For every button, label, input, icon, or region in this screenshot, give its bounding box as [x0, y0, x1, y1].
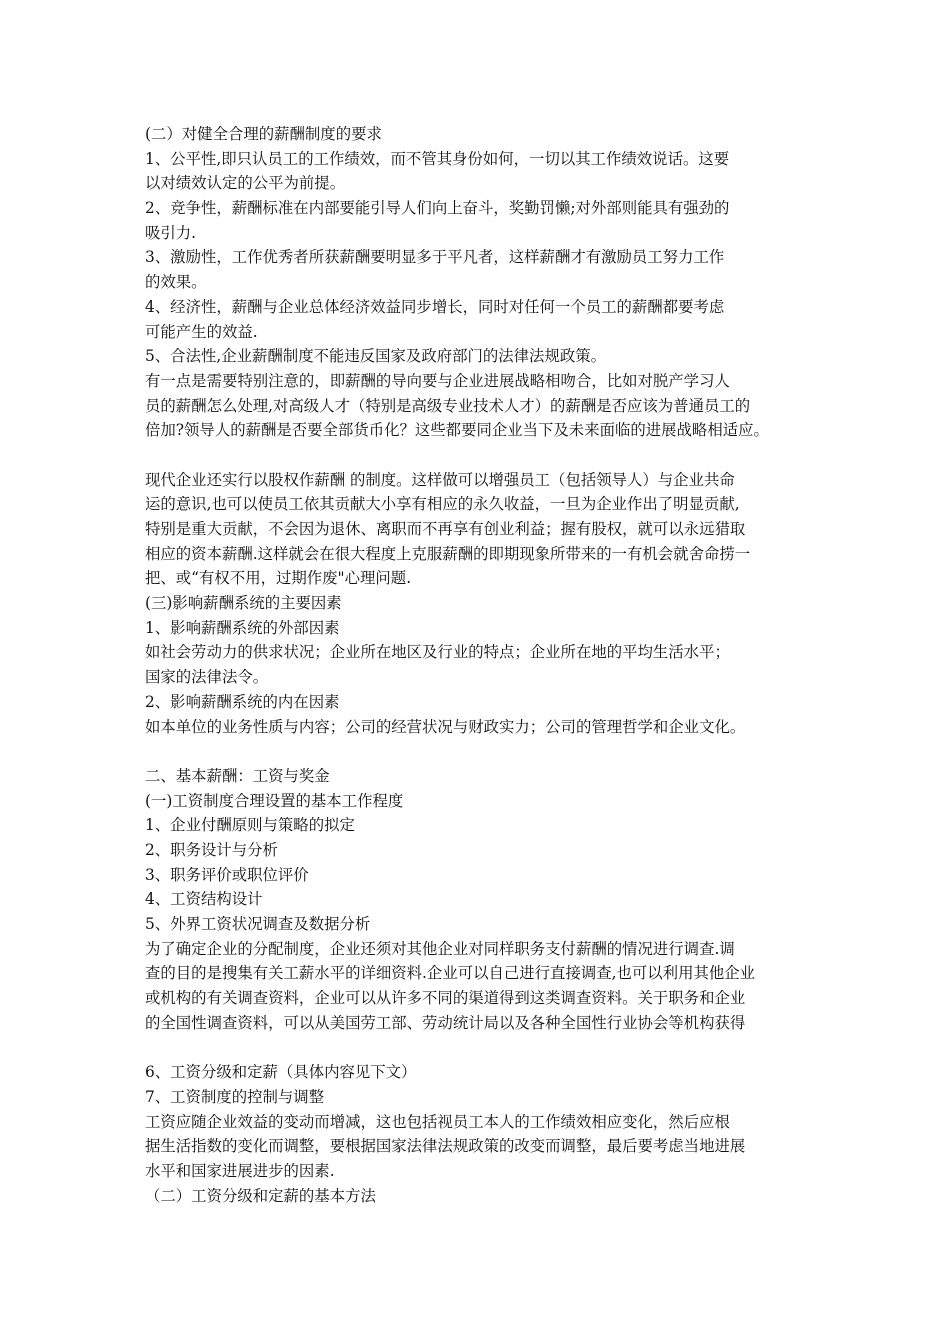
- text-line: (一)工资制度合理设置的基本工作程度: [145, 791, 404, 810]
- text-line: 如社会劳动力的供求状况；企业所在地区及行业的特点；企业所在地的平均生活水平；: [145, 643, 730, 662]
- text-line: 2、影响薪酬系统的内在因素: [145, 692, 340, 711]
- text-line: 6、工资分级和定薪（具体内容见下文）: [145, 1063, 417, 1082]
- text-line: 为了确定企业的分配制度，企业还须对其他企业对同样职务支付薪酬的情况进行调查.调: [145, 939, 735, 958]
- text-line: （二）工资分级和定薪的基本方法: [145, 1186, 376, 1205]
- text-line: 如本单位的业务性质与内容；公司的经营状况与财政实力；公司的管理哲学和企业文化。: [145, 717, 746, 736]
- text-line: 有一点是需要特别注意的，即薪酬的导向要与企业进展战略相吻合，比如对脱产学习人: [145, 371, 730, 390]
- text-line: (三)影响薪酬系统的主要因素: [145, 594, 342, 613]
- text-line: 查的目的是搜集有关工薪水平的详细资料.企业可以自己进行直接调查,也可以利用其他企业: [145, 964, 756, 983]
- text-line: 工资应随企业效益的变动而增减，这也包括视员工本人的工作绩效相应变化，然后应根: [145, 1112, 730, 1131]
- text-line: 1、企业付酬原则与策略的拟定: [145, 816, 355, 835]
- text-line: 2、竞争性，薪酬标准在内部要能引导人们向上奋斗，奖勤罚懒;对外部则能具有强劲的: [145, 199, 730, 218]
- text-line: 据生活指数的变化而调整，要根据国家法律法规政策的改变而调整，最后要考虑当地进展: [145, 1137, 746, 1156]
- text-line: 3、职务评价或职位评价: [145, 865, 309, 884]
- text-line: 3、激励性，工作优秀者所获薪酬要明显多于平凡者，这样薪酬才有激励员工努力工作: [145, 248, 725, 267]
- text-line: (二）对健全合理的薪酬制度的要求: [145, 125, 382, 143]
- text-line: 吸引力.: [145, 223, 197, 242]
- text-line: 倍加?领导人的薪酬是否要全部货币化？这些都要同企业当下及未来面临的进展战略相适应。: [145, 421, 769, 440]
- text-line: 可能产生的效益.: [145, 322, 258, 341]
- text-line: 国家的法律法令。: [145, 668, 269, 687]
- text-line: 1、影响薪酬系统的外部因素: [145, 618, 340, 637]
- text-line: 或机构的有关调查资料，企业可以从许多不同的渠道得到这类调查资料。关于职务和企业: [145, 989, 746, 1008]
- blank-line: [145, 1035, 825, 1060]
- text-line: 4、经济性，薪酬与企业总体经济效益同步增长，同时对任何一个员工的薪酬都要考虑: [145, 297, 725, 316]
- text-line: 的效果。: [145, 273, 207, 292]
- text-line: 2、职务设计与分析: [145, 840, 278, 859]
- text-line: 以对绩效认定的公平为前提。: [145, 174, 346, 193]
- blank-line: [145, 443, 825, 468]
- text-line: 相应的资本薪酬.这样就会在很大程度上克服薪酬的即期现象所带来的一有机会就舍命捞一: [145, 544, 751, 563]
- text-line: 水平和国家进展进步的因素.: [145, 1161, 335, 1180]
- text-line: 特别是重大贡献，不会因为退休、离职而不再享有创业利益；握有股权，就可以永远猎取: [145, 520, 746, 538]
- document-body: [145, 122, 825, 1208]
- text-line: 二、基本薪酬：工资与奖金: [145, 766, 330, 785]
- text-line: 1、公平性,即只认员工的工作绩效，而不管其身份如何，一切以其工作绩效说话。这要: [145, 149, 730, 168]
- text-line: 运的意识,也可以使员工依其贡献大小享有相应的永久收益，一旦为企业作出了明显贡献,: [145, 495, 740, 514]
- text-line: 7、工资制度的控制与调整: [145, 1087, 325, 1106]
- text-line: 5、合法性,企业薪酬制度不能违反国家及政府部门的法律法规政策。: [145, 347, 607, 366]
- blank-line: [145, 739, 825, 764]
- text-line: 现代企业还实行以股权作薪酬 的制度。这样做可以增强员工（包括领导人）与企业共命: [145, 470, 735, 489]
- text-line: 4、工资结构设计: [145, 890, 263, 909]
- text-line: 5、外界工资状况调查及数据分析: [145, 915, 371, 933]
- text-line: 的全国性调查资料，可以从美国劳工部、劳动统计局以及各种全国性行业协会等机构获得: [145, 1013, 746, 1032]
- text-line: 员的薪酬怎么处理,对高级人才（特别是高级专业技术人才）的薪酬是否应该为普通员工的: [145, 396, 751, 415]
- text-line: 把、或“有权不用，过期作废"心理问题.: [145, 569, 412, 588]
